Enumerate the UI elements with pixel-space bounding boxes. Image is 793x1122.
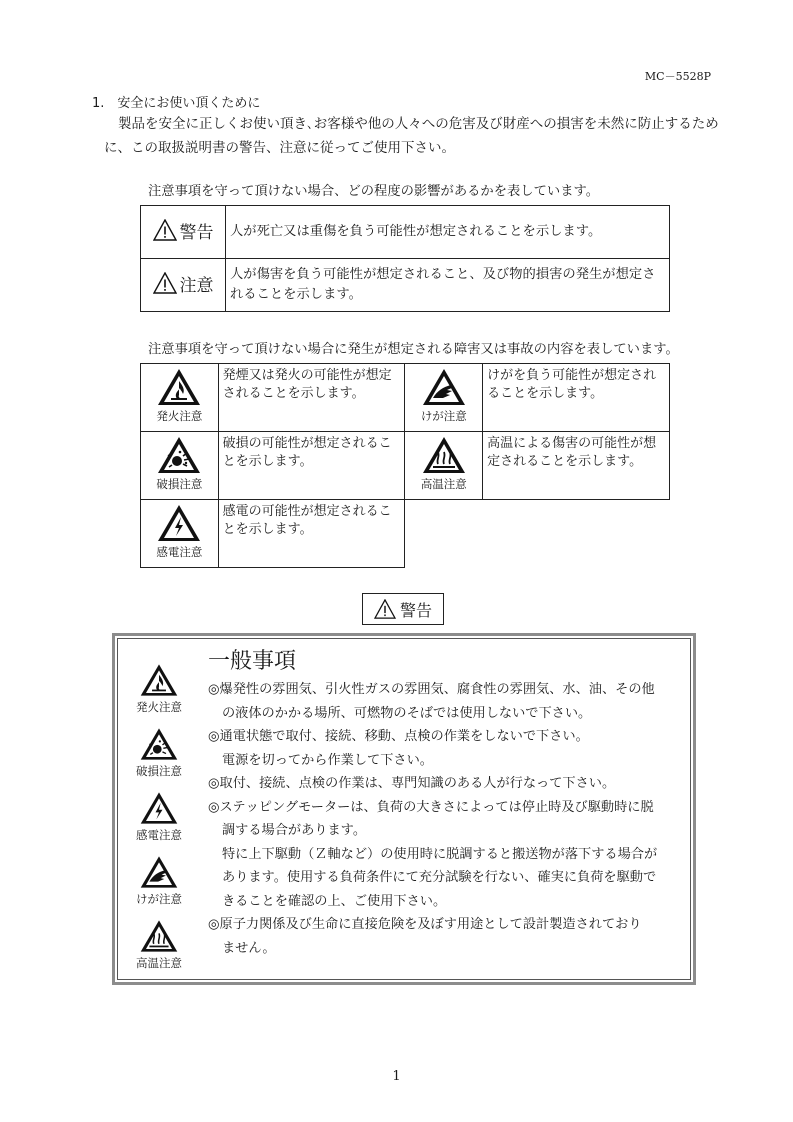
warning-box-icons — [126, 662, 192, 982]
side-label: 感電注意 — [136, 828, 182, 842]
warning-description: 人が死亡又は重傷を負う可能性が想定されることを示します。 — [226, 206, 670, 259]
shock-caution-label: 感電注意 — [156, 545, 203, 559]
symbols-lead: 注意事項を守って頂けない場合に発生が想定される障害又は事故の内容を表しています。 — [148, 342, 679, 357]
hand-injury-icon — [421, 367, 467, 407]
fire-caution-description: 発煙又は発火の可能性が想定されることを示します。 — [218, 364, 405, 432]
caution-triangle-icon — [153, 272, 177, 294]
warning-item-line: ◎ステッピングモーターは、負荷の大きさによっては停止時及び駆動時に脱 — [208, 799, 654, 815]
warning-item-line: 特に上下駆動（Ｚ軸など）の使用時に脱調すると搬送物が落下する場合が — [222, 846, 658, 862]
burst-caution-description: 破損の可能性が想定されることを示します。 — [218, 432, 405, 500]
warning-label: 警告 — [179, 222, 214, 243]
burst-caution-label: 破損注意 — [156, 477, 203, 491]
warning-badge-label: 警告 — [399, 600, 432, 620]
side-icon-item — [126, 662, 192, 726]
side-icon-item — [126, 726, 192, 790]
shock-caution-description: 感電の可能性が想定されることを示します。 — [218, 500, 405, 568]
fire-icon — [156, 367, 202, 407]
warning-item-line: あります。使用する負荷条件にて充分試験を行ない、確実に負荷を駆動で — [222, 870, 657, 885]
intro-paragraph: 製品を安全に正しくお使い頂き､お客様や他の人々への危害及び財産への損害を未然に防止するために、この取扱説明書の警告、注意に従ってご使用下さい。 — [104, 116, 719, 156]
hazard-symbol-table — [140, 363, 670, 568]
warning-item-line: ◎通電状態で取付、接続、移動、点検の作業をしないで下さい。 — [208, 729, 589, 744]
warning-item-line: きることを確認の上、ご使用下さい。 — [222, 893, 447, 909]
warning-item-line: 電源を切ってから作業して下さい。 — [222, 752, 433, 768]
hand-injury-icon — [139, 854, 179, 890]
symbol-row — [141, 364, 670, 432]
electric-shock-icon — [139, 790, 179, 826]
fire-icon — [139, 662, 179, 698]
symbol-row — [141, 432, 670, 500]
hazard-level-row — [141, 259, 670, 312]
side-icon-item — [126, 854, 192, 918]
symbol-row — [141, 500, 670, 568]
warning-item-line: ◎原子力関係及び生命に直接危険を及ぼす用途として設計製造されており — [208, 917, 642, 932]
side-icon-item — [126, 918, 192, 982]
warning-item-line: ◎取付、接続、点検の作業は、専門知識のある人が行なって下さい。 — [208, 776, 616, 791]
caution-description: 人が傷害を負う可能性が想定されること、及び物的損害の発生が想定されることを示します。 — [226, 259, 670, 312]
caution-label: 注意 — [179, 275, 214, 296]
side-label: 破損注意 — [136, 764, 182, 778]
warning-badge — [362, 593, 444, 625]
hot-caution-label: 高温注意 — [420, 477, 467, 491]
side-label: 高温注意 — [136, 956, 182, 970]
levels-lead: 注意事項を守って頂けない場合、どの程度の影響があるかを表しています。 — [148, 184, 600, 199]
warning-items — [208, 678, 690, 960]
hot-surface-icon — [421, 435, 467, 475]
burst-icon — [156, 435, 202, 475]
hot-surface-icon — [139, 918, 179, 954]
injury-caution-description: けがを負う可能性が想定されることを示します。 — [483, 364, 670, 432]
hazard-level-table — [140, 205, 670, 312]
electric-shock-icon — [156, 503, 202, 543]
warning-item-line: ません。 — [222, 940, 276, 956]
burst-icon — [139, 726, 179, 762]
injury-caution-label: けが注意 — [420, 409, 467, 423]
warning-triangle-icon — [374, 599, 396, 619]
warning-box-title: 一般事項 — [208, 649, 297, 674]
warning-item-line: ◎爆発性の雰囲気、引火性ガスの雰囲気、腐食性の雰囲気、水、油、その他 — [208, 682, 655, 697]
warning-item-line: の液体のかかる場所、可燃物のそばでは使用しないで下さい。 — [222, 705, 592, 721]
page-number: 1 — [392, 1069, 401, 1084]
hot-caution-description: 高温による傷害の可能性が想定されることを示します。 — [483, 432, 670, 500]
side-label: けが注意 — [136, 892, 182, 906]
side-label: 発火注意 — [136, 700, 182, 714]
warning-triangle-icon — [153, 219, 177, 241]
document-id: MC－5528P — [644, 70, 711, 83]
warning-item-line: 調する場合があります。 — [222, 823, 367, 838]
hazard-level-row — [141, 206, 670, 259]
side-icon-item — [126, 790, 192, 854]
fire-caution-label: 発火注意 — [156, 409, 203, 423]
section-heading: 1. 安全にお使い頂くために — [92, 96, 261, 111]
